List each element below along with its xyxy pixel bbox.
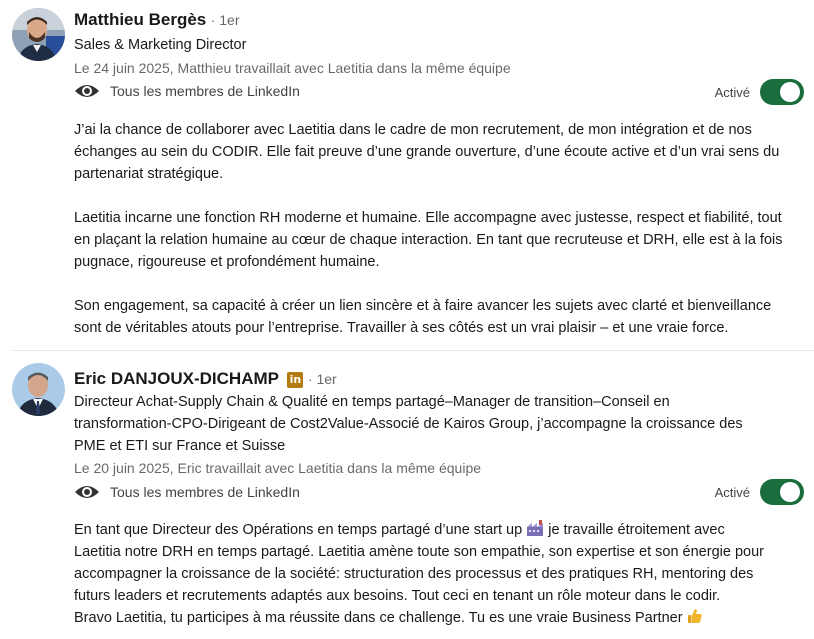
- linkedin-badge-icon: in: [287, 372, 303, 388]
- recommender-headline: Directeur Achat-Supply Chain & Qualité en temps partagé–Manager de transition–Conseil en: [74, 394, 670, 410]
- display-toggle-row: [715, 479, 804, 505]
- recommendation-paragraph: J’ai la chance de collaborer avec Laetitia dans le cadre de mon recrutement, de mon intégration et de nos échanges au sein du CODIR. Elle fait preuve d’une grande ouverture, d’une écoute active et d’un vrai sens du partenariat stratégique.: [74, 122, 780, 182]
- connection-degree: · 1er: [210, 12, 240, 28]
- recommender-headline: transformation-CPO-Dirigeant de Cost2Value-Associé de Kairos Group, j’accompagne la croissance des: [74, 416, 743, 432]
- recommender-header: [74, 369, 337, 389]
- recommendation-card: [0, 350, 814, 639]
- recommender-header: [74, 10, 240, 30]
- recommender-name[interactable]: Eric DANJOUX-DICHAMP: [74, 369, 279, 388]
- recommender-headline: Sales & Marketing Director: [74, 37, 247, 53]
- recommendation-text: [74, 519, 799, 629]
- recommender-headline: PME et ETI sur France et Suisse: [74, 438, 286, 454]
- recommendation-text-segment: Bravo Laetitia, tu participes à ma réussite dans ce challenge. Tu es une vraie Business Partner: [74, 610, 683, 626]
- recommendation-line: [74, 607, 799, 629]
- visibility-label: Tous les membres de LinkedIn: [110, 484, 300, 500]
- eye-icon: [74, 82, 100, 100]
- display-toggle[interactable]: [760, 479, 804, 505]
- relationship-date: Le 24 juin 2025, Matthieu travaillait avec Laetitia dans la même équipe: [74, 60, 511, 76]
- recommendation-paragraph: Son engagement, sa capacité à créer un lien sincère et à faire avancer les sujets avec clarté et bienveillance sont de véritables atouts pour l’entreprise. Travailler à ses côtés est un vrai plaisir – et une vraie force.: [74, 298, 772, 336]
- visibility-label: Tous les membres de LinkedIn: [110, 83, 300, 99]
- thumbs-up-emoji-icon: [687, 608, 703, 624]
- recommendation-line: accompagner la croissance de la société: structuration des processus et des pratiques RH, mentoring des: [74, 566, 754, 582]
- recommendation-line: [74, 519, 799, 541]
- recommendation-line: Laetitia notre DRH en temps partagé. Laetitia amène toute son empathie, son expertise et son énergie pour: [74, 544, 764, 560]
- display-toggle-row: [715, 79, 804, 105]
- visibility-row: [74, 82, 300, 100]
- recommendation-paragraph: Laetitia incarne une fonction RH moderne et humaine. Elle accompagne avec justesse, respect et fiabilité, tout en plaçant la relation humaine au cœur de chaque interaction. En tant que recruteuse et DRH, elle est à la fois pugnace, rigoureuse et profondément humaine.: [74, 210, 783, 270]
- avatar[interactable]: [12, 363, 65, 416]
- toggle-label: Activé: [714, 484, 750, 500]
- toggle-label: Activé: [714, 84, 750, 100]
- toggle-knob: [780, 82, 800, 102]
- avatar[interactable]: [12, 8, 65, 61]
- toggle-knob: [780, 482, 800, 502]
- relationship-date: Le 20 juin 2025, Eric travaillait avec Laetitia dans la même équipe: [74, 460, 482, 476]
- recommendation-text: [74, 119, 799, 339]
- factory-emoji-icon: [526, 520, 544, 536]
- display-toggle[interactable]: [760, 79, 804, 105]
- recommender-name[interactable]: Matthieu Bergès: [74, 10, 207, 29]
- eye-icon: [74, 483, 100, 501]
- recommendation-text-segment: je travaille étroitement avec: [544, 522, 725, 538]
- recommendation-line: futurs leaders et recrutements adaptés aux besoins. Tout ceci en tenant un rôle moteur dans le codir.: [74, 588, 721, 604]
- connection-degree: · 1er: [307, 371, 337, 387]
- recommendation-text-segment: En tant que Directeur des Opérations en temps partagé d’une start up: [74, 522, 523, 538]
- visibility-row: [74, 483, 300, 501]
